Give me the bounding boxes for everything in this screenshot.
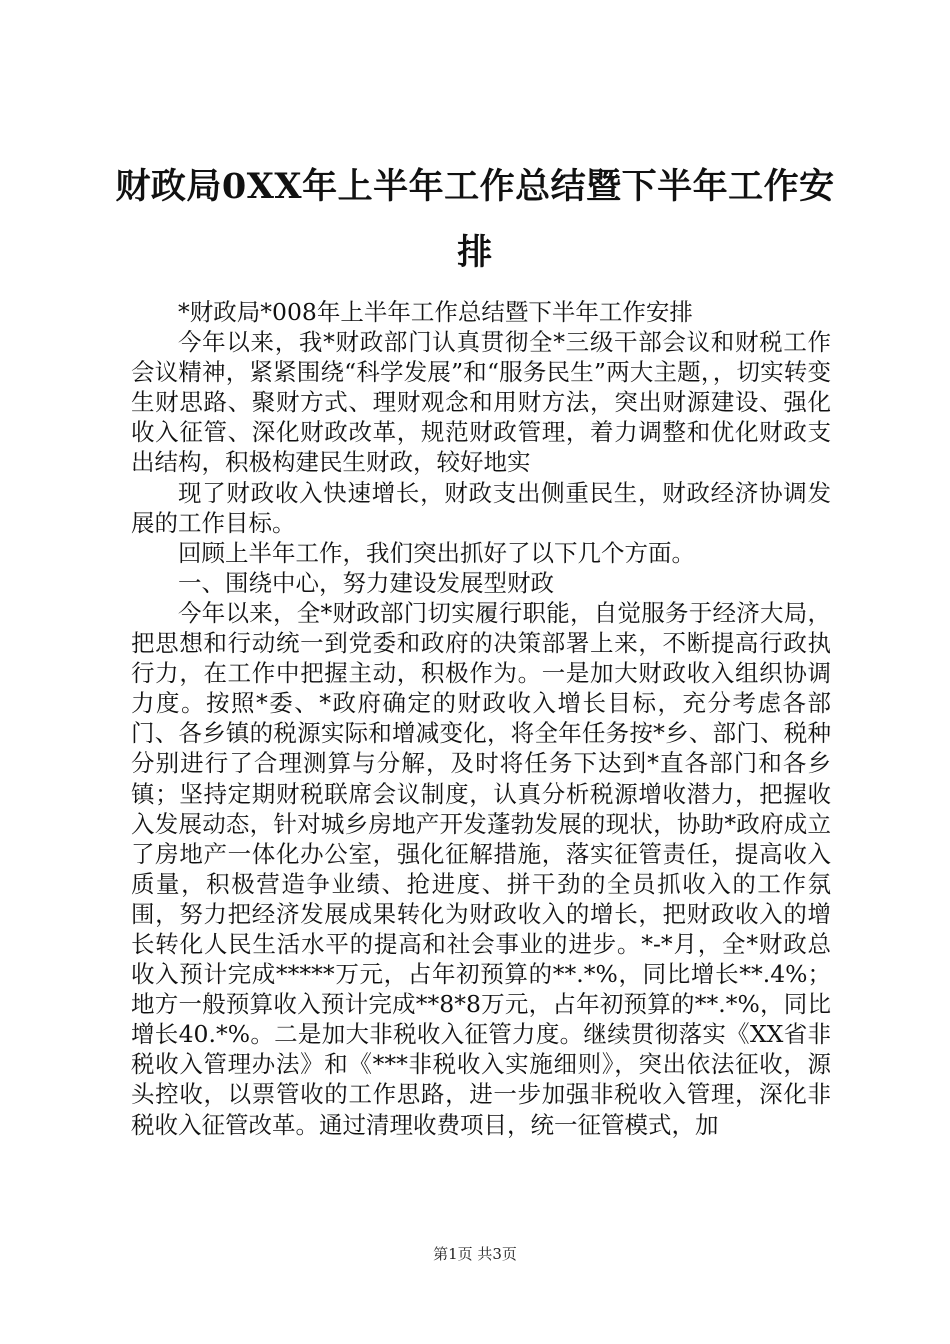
- paragraph-section-1: 今年以来，全*财政部门切实履行职能，自觉服务于经济大局，把思想和行动统一到党委和政府的决策部署上来，不断提高行政执行力，在工作中把握主动，积极作为。一是加大财政收入组织协调力度。按照*委、*政府确定的财政收入增长目标，充分考虑各部门、各乡镇的税源实际和增减变化，将全年任务按*乡、部门、税种分别进行了合理测算与分解，及时将任务下达到*直各部门和各乡镇；坚持定期财税联席会议制度，认真分析税源增收潜力，把握收入发展动态，针对城乡房地产开发蓬勃发展的现状，协助*政府成立了房地产一体化办公室，强化征解措施，落实征管责任，提高收入质量，积极营造争业绩、抢进度、拼干劲的全员抓收入的工作氛围，努力把经济发展成果转化为财政收入的增长，把财政收入的增长转化人民生活水平的提高和社会事业的进步。*-*月，全*财政总收入预计完成*****万元，占年初预算的**.*%，同比增长**.4%；地方一般预算收入预计完成**8*8万元，占年初预算的**.*%，同比增长40.*%。二是加大非税收入征管力度。继续贯彻落实《XX省非税收入管理办法》和《***非税收入实施细则》，突出依法征收，源头控收，以票管收的工作思路，进一步加强非税收入管理，深化非税收入征管改革。通过清理收费项目，统一征管模式，加: [131, 598, 831, 1139]
- paragraph-review: 回顾上半年工作，我们突出抓好了以下几个方面。: [178, 538, 695, 567]
- section-heading-1: 一、围绕中心，努力建设发展型财政: [178, 568, 554, 597]
- paragraph-intro-continued: 现了财政收入快速增长，财政支出侧重民生，财政经济协调发展的工作目标。: [131, 478, 831, 537]
- paragraph-subtitle: *财政局*008年上半年工作总结暨下半年工作安排: [178, 298, 693, 326]
- page-number: 第1页 共3页: [433, 1245, 517, 1263]
- document-body: [131, 297, 831, 1140]
- document-title: 财政局0XX年上半年工作总结暨下半年工作安排: [115, 166, 835, 273]
- paragraph-intro: 今年以来，我*财政部门认真贯彻全*三级干部会议和财税工作会议精神，紧紧围绕“科学发展”和“服务民生”两大主题，，切实转变生财思路、聚财方式、理财观念和用财方法，突出财源建设、强化收入征管、深化财政改革，规范财政管理，着力调整和优化财政支出结构，积极构建民生财政，较好地实: [131, 328, 831, 477]
